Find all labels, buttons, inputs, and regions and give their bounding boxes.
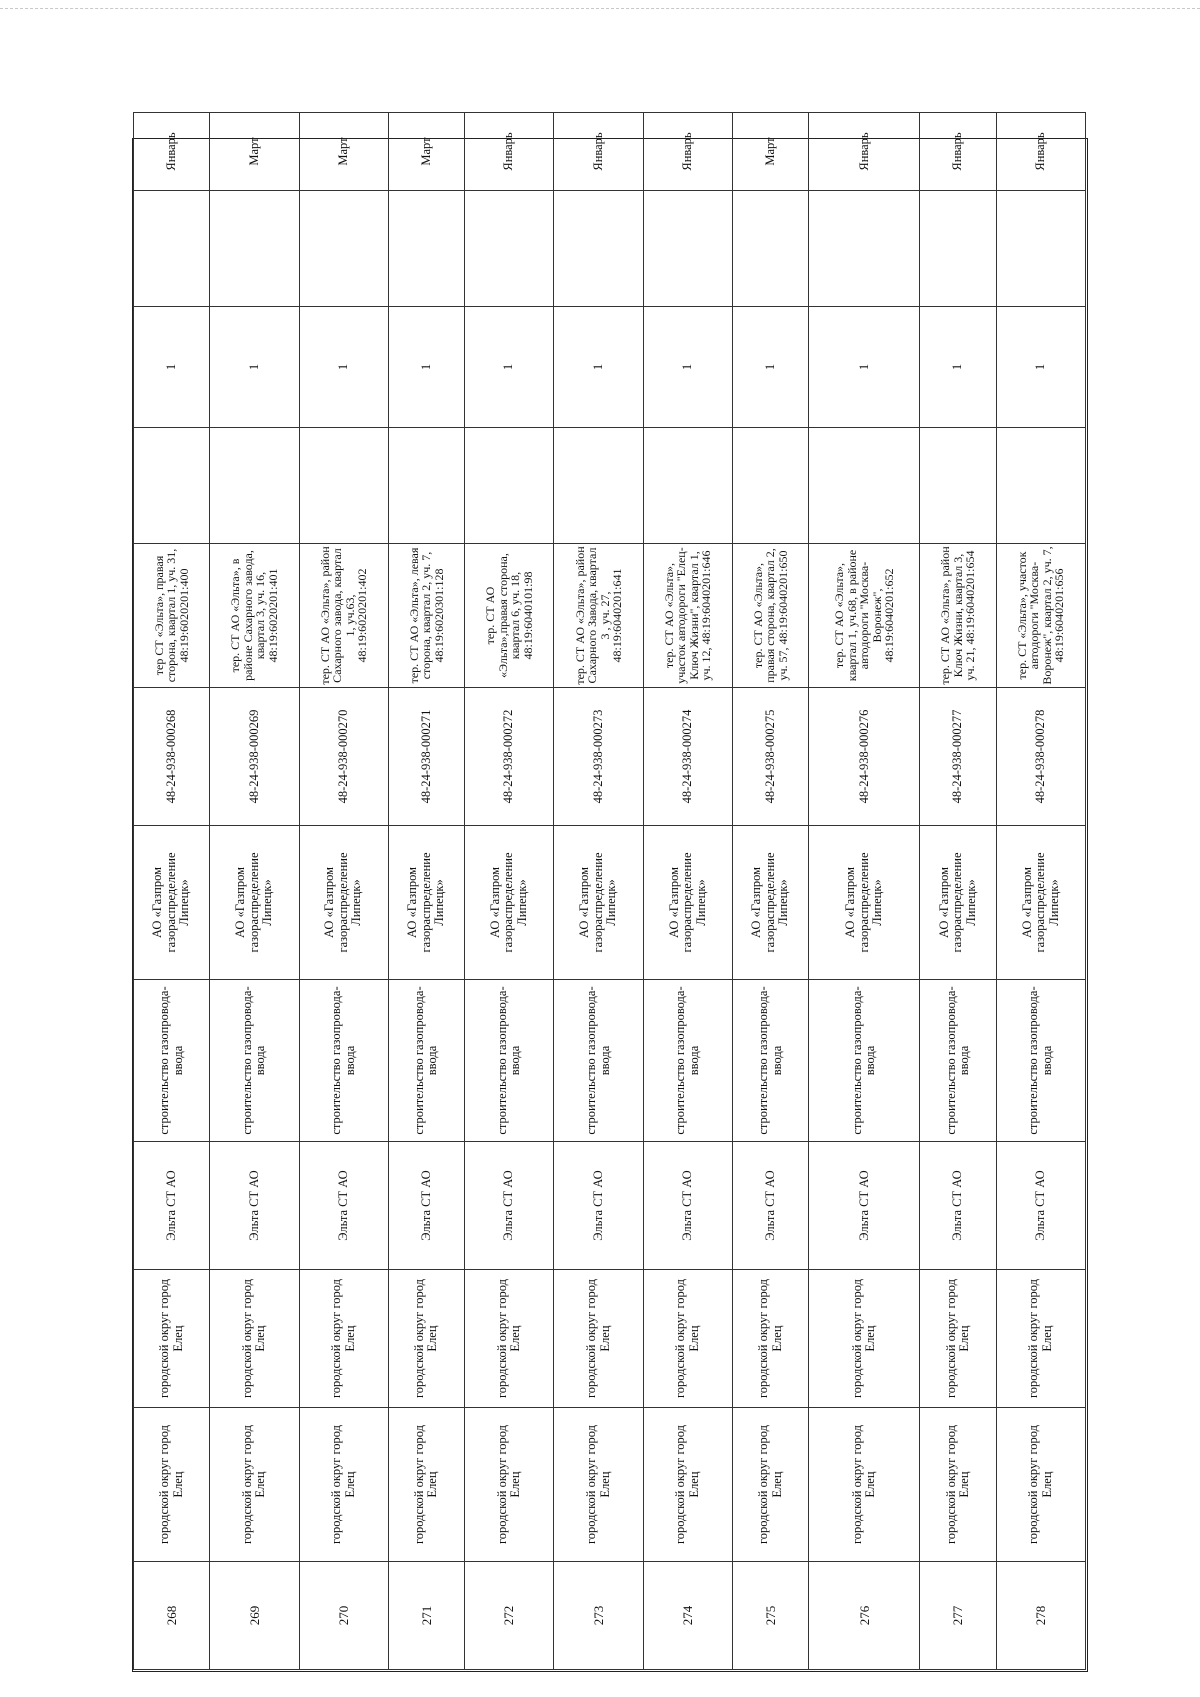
cell-organization: АО «Газпром газораспределение Липецк» [643, 826, 732, 980]
cell-empty [134, 428, 210, 544]
cell-object-code: 48-24-938-000275 [733, 688, 809, 826]
cell-month: Январь [465, 113, 554, 191]
cell-month: Январь [554, 113, 643, 191]
cell-blank [920, 191, 996, 307]
cell-empty [465, 428, 554, 544]
cell-empty [733, 428, 809, 544]
cell-municipality: городской округ город Елец [465, 1408, 554, 1562]
cell-blank [554, 191, 643, 307]
cell-settlement: городской округ город Елец [134, 1270, 210, 1408]
cell-address: тер. СТ «Эльта», участок автодороги "Москва-Воронеж", квартал 2, уч. 7, 48:19:6040201:656 [996, 544, 1085, 688]
cell-address: тер. СТ АО «Эльта», левая сторона, квартал 2, уч. 7, 48:19:6020301:128 [388, 544, 464, 688]
cell-number: 274 [643, 1562, 732, 1670]
document-table-frame [132, 132, 1088, 1672]
cell-municipality: городской округ город Елец [643, 1408, 732, 1562]
cell-quantity: 1 [809, 307, 920, 428]
table-row [388, 113, 464, 1670]
cell-address: тер СТ «Эльта», правая сторона, квартал 1, уч. 31, 48:19:6020201:400 [134, 544, 210, 688]
cell-settlement: городской округ город Елец [920, 1270, 996, 1408]
cell-object-code: 48-24-938-000268 [134, 688, 210, 826]
cell-municipality: городской округ город Елец [134, 1408, 210, 1562]
cell-number: 276 [809, 1562, 920, 1670]
cell-work-type: строительство газопровода-ввода [388, 980, 464, 1142]
cell-empty [996, 428, 1085, 544]
cell-empty [388, 428, 464, 544]
cell-settlement: городской округ город Елец [643, 1270, 732, 1408]
cell-object-code: 48-24-938-000278 [996, 688, 1085, 826]
cell-empty [299, 428, 388, 544]
cell-work-type: строительство газопровода-ввода [733, 980, 809, 1142]
cell-number: 277 [920, 1562, 996, 1670]
cell-address: тер. СТ АО «Эльта», правая сторона, квартал 2, уч. 57, 48:19:6040201:650 [733, 544, 809, 688]
table-row [210, 113, 299, 1670]
cell-empty [554, 428, 643, 544]
cell-month: Март [733, 113, 809, 191]
cell-organization: АО «Газпром газораспределение Липецк» [554, 826, 643, 980]
cell-number: 269 [210, 1562, 299, 1670]
cell-object-name: Эльта СТ АО [809, 1142, 920, 1270]
cell-municipality: городской округ город Елец [388, 1408, 464, 1562]
cell-blank [299, 191, 388, 307]
cell-quantity: 1 [920, 307, 996, 428]
cell-object-code: 48-24-938-000273 [554, 688, 643, 826]
cell-object-code: 48-24-938-000270 [299, 688, 388, 826]
cell-settlement: городской округ город Елец [210, 1270, 299, 1408]
rotated-table-block [133, 132, 1086, 1670]
cell-work-type: строительство газопровода-ввода [996, 980, 1085, 1142]
cell-organization: АО «Газпром газораспределение Липецк» [996, 826, 1085, 980]
cell-blank [465, 191, 554, 307]
cell-object-code: 48-24-938-000271 [388, 688, 464, 826]
table-body [134, 113, 1086, 1670]
cell-empty [809, 428, 920, 544]
cell-municipality: городской округ город Елец [210, 1408, 299, 1562]
cell-settlement: городской округ город Елец [733, 1270, 809, 1408]
cell-blank [210, 191, 299, 307]
cell-municipality: городской округ город Елец [920, 1408, 996, 1562]
cell-number: 273 [554, 1562, 643, 1670]
table-row [643, 113, 732, 1670]
cell-work-type: строительство газопровода-ввода [920, 980, 996, 1142]
cell-work-type: строительство газопровода-ввода [809, 980, 920, 1142]
cell-month: Январь [134, 113, 210, 191]
cell-address: тер. СТ АО «Эльта», район Сахарного Завода, квартал 3 , уч. 27, 48:19:6040201:641 [554, 544, 643, 688]
table-row [920, 113, 996, 1670]
cell-address: тер. СТ АО «Эльта», участок автодороги "Елец-Ключ Жизни", квартал 1, уч. 12, 48:19:6040201:646 [643, 544, 732, 688]
cell-quantity: 1 [465, 307, 554, 428]
cell-object-code: 48-24-938-000274 [643, 688, 732, 826]
table-row [134, 113, 210, 1670]
cell-municipality: городской округ город Елец [733, 1408, 809, 1562]
table-row [996, 113, 1085, 1670]
cell-number: 278 [996, 1562, 1085, 1670]
cell-address: тер. СТ АО «Эльта»,правая сторона, квартал 6, уч. 18, 48:19:6040101:98 [465, 544, 554, 688]
table-row [733, 113, 809, 1670]
table-row [554, 113, 643, 1670]
cell-municipality: городской округ город Елец [554, 1408, 643, 1562]
cell-month: Январь [920, 113, 996, 191]
cell-month: Январь [809, 113, 920, 191]
cell-number: 270 [299, 1562, 388, 1670]
registry-table [133, 112, 1086, 1670]
cell-quantity: 1 [996, 307, 1085, 428]
cell-organization: АО «Газпром газораспределение Липецк» [388, 826, 464, 980]
cell-organization: АО «Газпром газораспределение Липецк» [465, 826, 554, 980]
cell-quantity: 1 [643, 307, 732, 428]
cell-empty [643, 428, 732, 544]
cell-quantity: 1 [733, 307, 809, 428]
cell-municipality: городской округ город Елец [996, 1408, 1085, 1562]
cell-object-name: Эльта СТ АО [465, 1142, 554, 1270]
cell-month: Март [210, 113, 299, 191]
cell-blank [643, 191, 732, 307]
cell-address: тер. СТ АО «Эльта», район Ключ Жизни, квартал 3, уч. 21, 48:19:6040201:654 [920, 544, 996, 688]
table-row [299, 113, 388, 1670]
cell-number: 272 [465, 1562, 554, 1670]
cell-quantity: 1 [210, 307, 299, 428]
cell-settlement: городской округ город Елец [809, 1270, 920, 1408]
cell-month: Январь [996, 113, 1085, 191]
cell-object-name: Эльта СТ АО [733, 1142, 809, 1270]
cell-settlement: городской округ город Елец [388, 1270, 464, 1408]
scan-artifact-line [0, 8, 1200, 9]
cell-blank [388, 191, 464, 307]
cell-object-name: Эльта СТ АО [996, 1142, 1085, 1270]
cell-organization: АО «Газпром газораспределение Липецк» [299, 826, 388, 980]
table-row [465, 113, 554, 1670]
cell-month: Январь [643, 113, 732, 191]
cell-organization: АО «Газпром газораспределение Липецк» [134, 826, 210, 980]
cell-address: тер. СТ АО «Эльта», район Сахарного завода, квартал 1, уч.63, 48:19:6020201:402 [299, 544, 388, 688]
cell-object-name: Эльта СТ АО [388, 1142, 464, 1270]
cell-number: 275 [733, 1562, 809, 1670]
cell-municipality: городской округ город Елец [299, 1408, 388, 1562]
cell-quantity: 1 [134, 307, 210, 428]
cell-object-name: Эльта СТ АО [643, 1142, 732, 1270]
cell-quantity: 1 [388, 307, 464, 428]
cell-number: 271 [388, 1562, 464, 1670]
cell-object-code: 48-24-938-000277 [920, 688, 996, 826]
cell-object-code: 48-24-938-000276 [809, 688, 920, 826]
cell-work-type: строительство газопровода-ввода [554, 980, 643, 1142]
cell-object-name: Эльта СТ АО [299, 1142, 388, 1270]
cell-organization: АО «Газпром газораспределение Липецк» [733, 826, 809, 980]
cell-blank [996, 191, 1085, 307]
cell-work-type: строительство газопровода-ввода [210, 980, 299, 1142]
cell-work-type: строительство газопровода-ввода [299, 980, 388, 1142]
cell-number: 268 [134, 1562, 210, 1670]
cell-object-name: Эльта СТ АО [554, 1142, 643, 1270]
cell-work-type: строительство газопровода-ввода [134, 980, 210, 1142]
cell-work-type: строительство газопровода-ввода [643, 980, 732, 1142]
cell-organization: АО «Газпром газораспределение Липецк» [809, 826, 920, 980]
cell-month: Март [388, 113, 464, 191]
cell-settlement: городской округ город Елец [996, 1270, 1085, 1408]
cell-organization: АО «Газпром газораспределение Липецк» [920, 826, 996, 980]
cell-blank [134, 191, 210, 307]
cell-municipality: городской округ город Елец [809, 1408, 920, 1562]
cell-empty [210, 428, 299, 544]
table-row [809, 113, 920, 1670]
cell-settlement: городской округ город Елец [299, 1270, 388, 1408]
cell-object-name: Эльта СТ АО [920, 1142, 996, 1270]
cell-settlement: городской округ город Елец [554, 1270, 643, 1408]
cell-quantity: 1 [299, 307, 388, 428]
cell-object-code: 48-24-938-000269 [210, 688, 299, 826]
cell-blank [809, 191, 920, 307]
cell-settlement: городской округ город Елец [465, 1270, 554, 1408]
cell-blank [733, 191, 809, 307]
cell-organization: АО «Газпром газораспределение Липецк» [210, 826, 299, 980]
cell-object-name: Эльта СТ АО [134, 1142, 210, 1270]
cell-empty [920, 428, 996, 544]
cell-object-code: 48-24-938-000272 [465, 688, 554, 826]
cell-object-name: Эльта СТ АО [210, 1142, 299, 1270]
cell-work-type: строительство газопровода-ввода [465, 980, 554, 1142]
cell-address: тер. СТ АО «Эльта», в районе Сахарного завода, квартал 3, уч. 16, 48:19:6020201:401 [210, 544, 299, 688]
cell-month: Март [299, 113, 388, 191]
cell-quantity: 1 [554, 307, 643, 428]
cell-address: тер. СТ АО «Эльта», квартал 1, уч.68, в районе автодороги "Москва-Воронеж", 48:19:6040201:652 [809, 544, 920, 688]
